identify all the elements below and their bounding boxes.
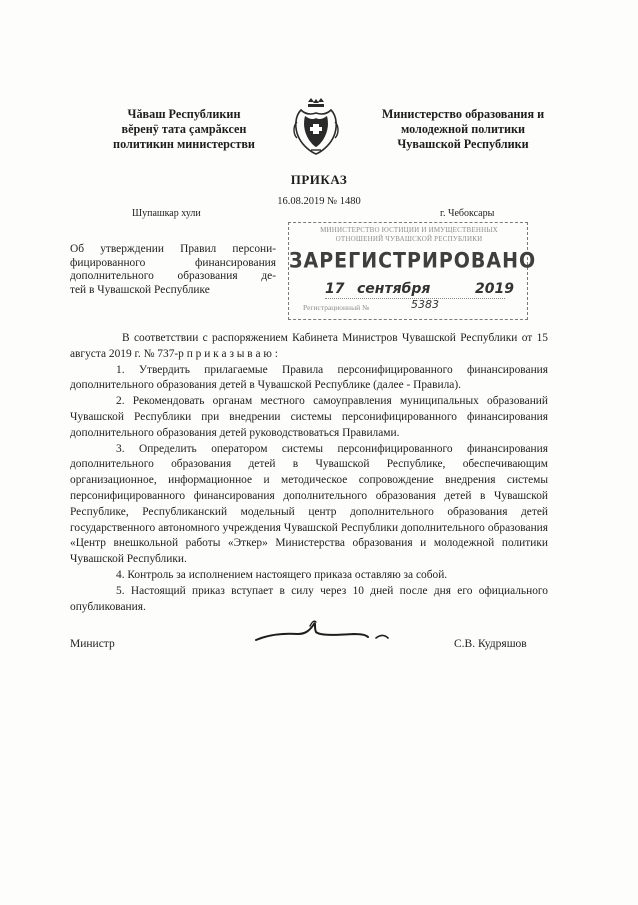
header-left-line: политикин министерстви: [113, 137, 255, 152]
stamp-org-line: МИНИСТЕРСТВО ЮСТИЦИИ И ИМУЩЕСТВЕННЫХ: [320, 226, 498, 234]
header-left-line: вĕренÿ тата çамрăксен: [121, 122, 247, 137]
stamp-year: 2019: [475, 281, 514, 297]
stamp-day: 17: [325, 281, 345, 297]
stamp-date: [325, 281, 514, 299]
place-russian: г. Чебоксары: [440, 208, 495, 219]
order-body: [70, 331, 548, 615]
body-paragraph: 4. Контроль за исполнением настоящего приказа оставляю за собой.: [116, 568, 448, 581]
stamp-org-line: ОТНОШЕНИЙ ЧУВАШСКОЙ РЕСПУБЛИКИ: [335, 235, 483, 243]
body-paragraph: 1. Утвердить прилагаемые Правила персонифицированного финансирования дополнительного образования детей в Чувашской Республике (далее - Правила).: [70, 363, 548, 392]
subject-line: дополнительного образования де-: [70, 270, 276, 283]
stamp-registered-label: ЗАРЕГИСТРИРОВАНО: [289, 248, 537, 274]
header-right-line: Чувашской Республики: [397, 137, 529, 152]
stamp-reg-number: 5383: [411, 298, 439, 311]
header-right-line: Министерство образования и: [381, 107, 545, 121]
header-right-line: молодежной политики: [400, 122, 526, 137]
stamp-reg-label: Регистрационный №: [303, 303, 370, 312]
order-date-number: 16.08.2019 № 1480: [277, 196, 361, 207]
registration-stamp: [288, 222, 537, 320]
body-paragraph: В соответствии с распоряжением Кабинета Министров Чувашской Республики от 15 августа 2019 г. № 737-р п р и к а з ы в а ю :: [70, 332, 548, 360]
subject-line: фицированного финансирования: [70, 256, 276, 269]
stamp-organization: [301, 226, 517, 244]
header-chuvash-ministry: [98, 107, 270, 153]
body-paragraph: 2. Рекомендовать органам местного самоуправления муниципальных образований Чувашской Республики при внедрении системы персонифицированного финансирования дополнительного образования детей руководствоваться Правилами.: [70, 395, 548, 439]
header-left-line: Чăваш Республикин: [127, 107, 241, 121]
stamp-registration-number: [303, 298, 439, 312]
document-title: ПРИКАЗ: [290, 172, 348, 187]
signatory-position: Министр: [70, 638, 115, 650]
signatory-name: С.В. Кудряшов: [454, 638, 527, 650]
coat-of-arms-emblem-icon: [291, 98, 341, 156]
subject-line: тей в Чувашской Республике: [70, 283, 210, 296]
place-chuvash: Шупашкар хули: [132, 208, 201, 219]
handwritten-signature: [250, 616, 400, 656]
header-russian-ministry: [368, 107, 558, 153]
stamp-month: сентября: [357, 281, 431, 297]
order-subject: [70, 243, 276, 297]
subject-line: Об утверждении Правил персони-: [70, 243, 276, 255]
body-paragraph: 5. Настоящий приказ вступает в силу через 10 дней после дня его официального опубликования.: [70, 584, 548, 613]
body-paragraph: 3. Определить оператором системы персонифицированного финансирования дополнительного образования детей в Чувашской Республике, обеспечивающим организационное, информационное и методическое сопровождение внедрения системы персонифицированного финансирования дополнительного образования детей в Чувашской Республике, Республиканский модельный центр дополнительного образования детей государственного автономного учреждения Чувашской Республики дополнительного образования «Центр внешкольной работы «Эткер» Министерства образования и молодежной политики Чувашской Республики.: [70, 442, 548, 566]
